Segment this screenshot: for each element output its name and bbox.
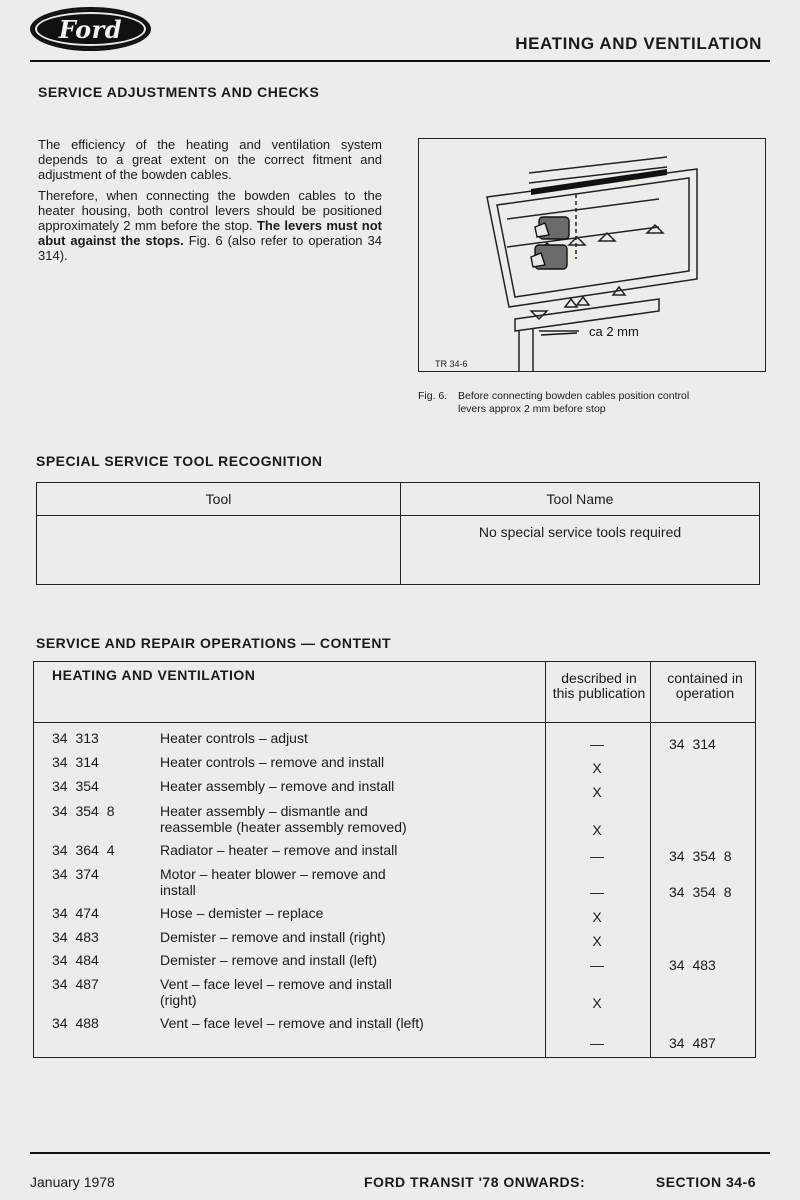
operation-code: 34 484 <box>52 952 99 968</box>
operation-code: 34 488 <box>52 1015 99 1031</box>
described-marker: — <box>590 957 604 973</box>
operation-code: 34 354 <box>52 778 99 794</box>
operations-heading: SERVICE AND REPAIR OPERATIONS — CONTENT <box>36 635 392 651</box>
figure-6-diagram <box>418 138 766 372</box>
described-marker: X <box>592 760 602 776</box>
contained-operation: 34 487 <box>669 1035 716 1051</box>
logo-text: Ford <box>58 14 123 44</box>
described-marker: — <box>590 848 604 864</box>
operation-description: Heater assembly – dismantle and reassemble (heater assembly removed) <box>160 803 407 835</box>
operation-code: 34 313 <box>52 730 99 746</box>
tool-name-column-header: Tool Name <box>401 483 760 516</box>
operation-code: 34 483 <box>52 929 99 945</box>
tool-column-header: Tool <box>37 483 401 516</box>
footer-divider <box>30 1152 770 1154</box>
page-header-title: HEATING AND VENTILATION <box>515 34 762 53</box>
operation-description: Vent – face level – remove and install (right) <box>160 976 392 1008</box>
header-divider-line <box>33 722 756 723</box>
described-marker: X <box>592 995 602 1011</box>
operation-code: 34 474 <box>52 905 99 921</box>
described-marker: — <box>590 884 604 900</box>
operation-description: Radiator – heater – remove and install <box>160 842 398 858</box>
warning-text: The levers must not abut against the stops. <box>38 218 382 248</box>
operation-description: Heater controls – remove and install <box>160 754 385 770</box>
described-marker: X <box>592 933 602 949</box>
operation-description: Heater controls – adjust <box>160 730 308 746</box>
contained-column-header: contained in operation <box>667 670 743 701</box>
described-marker: X <box>592 822 602 838</box>
special-tools-table <box>36 482 760 585</box>
dimension-label: ca 2 mm <box>589 324 639 339</box>
operation-code: 34 364 4 <box>52 842 115 858</box>
operation-code: 34 374 <box>52 866 99 882</box>
figure-caption-label: Fig. 6. <box>418 390 448 402</box>
operation-description: Vent – face level – remove and install (left) <box>160 1015 424 1031</box>
figure-ref: TR 34-6 <box>435 359 468 369</box>
operation-code: 34 354 8 <box>52 803 115 819</box>
heater-control-illustration <box>419 139 765 371</box>
described-marker: X <box>592 784 602 800</box>
special-tools-heading: SPECIAL SERVICE TOOL RECOGNITION <box>36 453 323 469</box>
footer-publication: FORD TRANSIT '78 ONWARDS: <box>364 1174 586 1190</box>
table-header-row <box>37 483 760 516</box>
column-divider <box>650 661 651 1058</box>
described-marker: — <box>590 1035 604 1051</box>
operation-description: Motor – heater blower – remove and install <box>160 866 386 898</box>
contained-operation: 34 314 <box>669 736 716 752</box>
header-divider <box>30 60 770 62</box>
operation-description: Demister – remove and install (left) <box>160 952 378 968</box>
column-divider <box>545 661 546 1058</box>
contained-operation: 34 354 8 <box>669 884 732 900</box>
tool-cell <box>37 516 401 585</box>
contained-operation: 34 354 8 <box>669 848 732 864</box>
footer-section: SECTION 34-6 <box>655 1174 756 1190</box>
figure-caption: Fig. 6. Before connecting bowden cables position control levers approx 2 mm before stop <box>418 390 690 415</box>
tool-name-cell: No special service tools required <box>401 516 760 585</box>
operations-table-title: HEATING AND VENTILATION <box>52 667 256 683</box>
contained-operation: 34 483 <box>669 957 716 973</box>
operation-code: 34 314 <box>52 754 99 770</box>
described-marker: — <box>590 736 604 752</box>
operation-description: Heater assembly – remove and install <box>160 778 395 794</box>
service-adjustments-heading: SERVICE ADJUSTMENTS AND CHECKS <box>38 84 320 100</box>
footer-date: January 1978 <box>30 1174 115 1190</box>
table-row <box>37 516 760 585</box>
operation-description: Hose – demister – replace <box>160 905 324 921</box>
intro-paragraph-1: The efficiency of the heating and ventilation system depends to a great extent on the correct fitment and adjustment of the bowden cables. <box>38 137 382 182</box>
ford-logo <box>30 7 151 51</box>
operation-code: 34 487 <box>52 976 99 992</box>
intro-paragraph-2: Therefore, when connecting the bowden cables to the heater housing, both control levers should be positioned approximately 2 mm before the stop. The levers must not abut against the stops. Fig. 6 (also refer to operation 34 314). <box>38 188 382 263</box>
described-column-header: described in this publication <box>552 670 646 701</box>
operation-description: Demister – remove and install (right) <box>160 929 386 945</box>
intro-text <box>38 137 382 269</box>
described-marker: X <box>592 909 602 925</box>
